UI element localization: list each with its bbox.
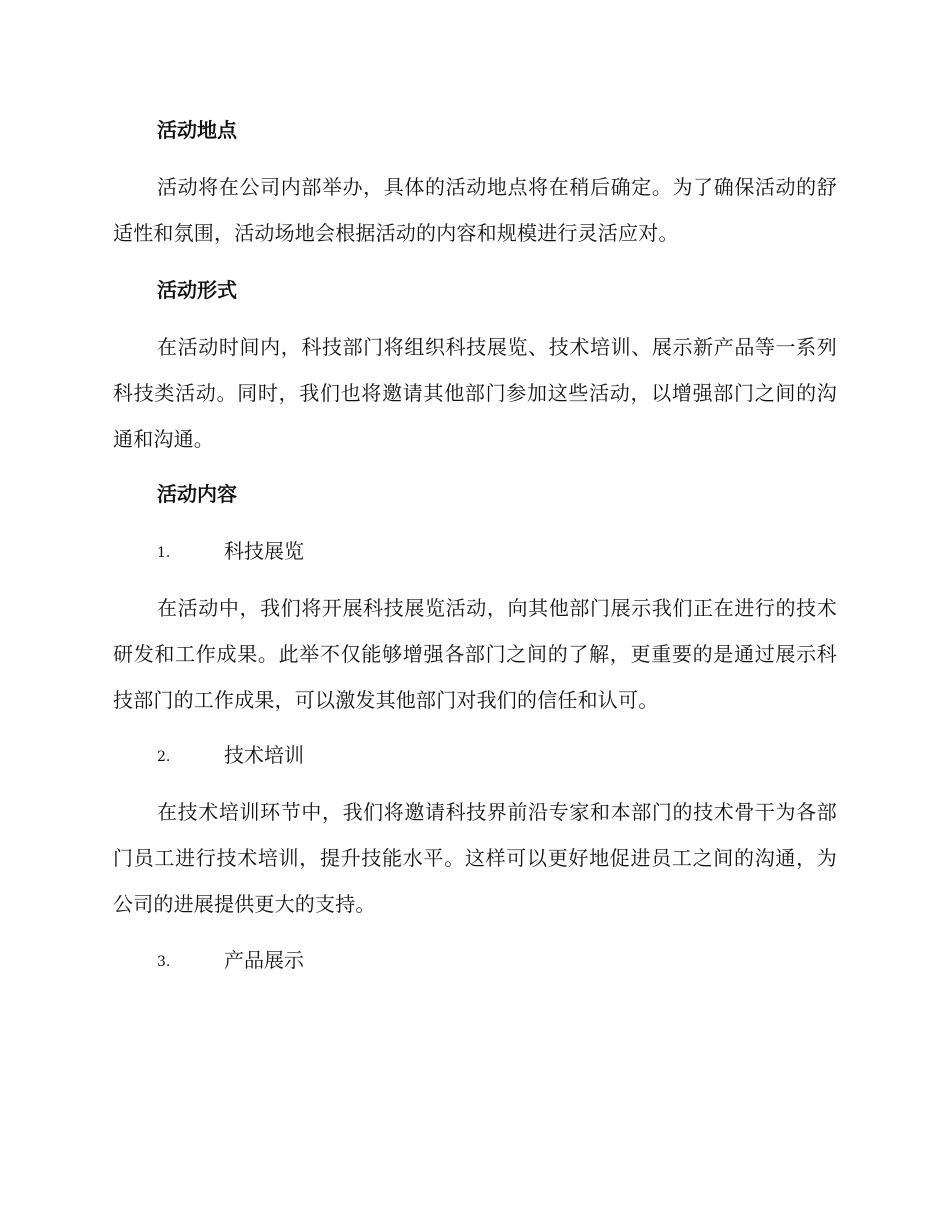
list-item-label: 技术培训 [224, 743, 304, 767]
list-item-tech-training [157, 742, 304, 770]
list-item-product-showcase [157, 947, 304, 975]
paragraph-format: 在活动时间内，科技部门将组织科技展览、技术培训、展示新产品等一系列科技类活动。同时，我们也将邀请其他部门参加这些活动，以增强部门之间的沟通和沟通。 [113, 335, 837, 451]
paragraph-tech-exhibition: 在活动中，我们将开展科技展览活动，向其他部门展示我们正在进行的技术研发和工作成果。此举不仅能够增强各部门之间的了解，更重要的是通过展示科技部门的工作成果，可以激发其他部门对我们的信任和认可。 [113, 596, 837, 712]
heading-location: 活动地点 [157, 118, 237, 142]
list-item-label: 科技展览 [224, 539, 304, 563]
list-item-tech-exhibition [157, 538, 304, 566]
list-number: 2. [157, 749, 171, 765]
list-number: 1. [157, 545, 171, 561]
paragraph-tech-training: 在技术培训环节中，我们将邀请科技界前沿专家和本部门的技术骨干为各部门员工进行技术培训，提升技能水平。这样可以更好地促进员工之间的沟通，为公司的进展提供更大的支持。 [113, 800, 837, 916]
list-number: 3. [157, 954, 171, 970]
heading-content: 活动内容 [157, 482, 237, 506]
list-item-label: 产品展示 [224, 948, 304, 972]
heading-format: 活动形式 [157, 278, 237, 302]
paragraph-location: 活动将在公司内部举办，具体的活动地点将在稍后确定。为了确保活动的舒适性和氛围，活动场地会根据活动的内容和规模进行灵活应对。 [113, 175, 837, 245]
